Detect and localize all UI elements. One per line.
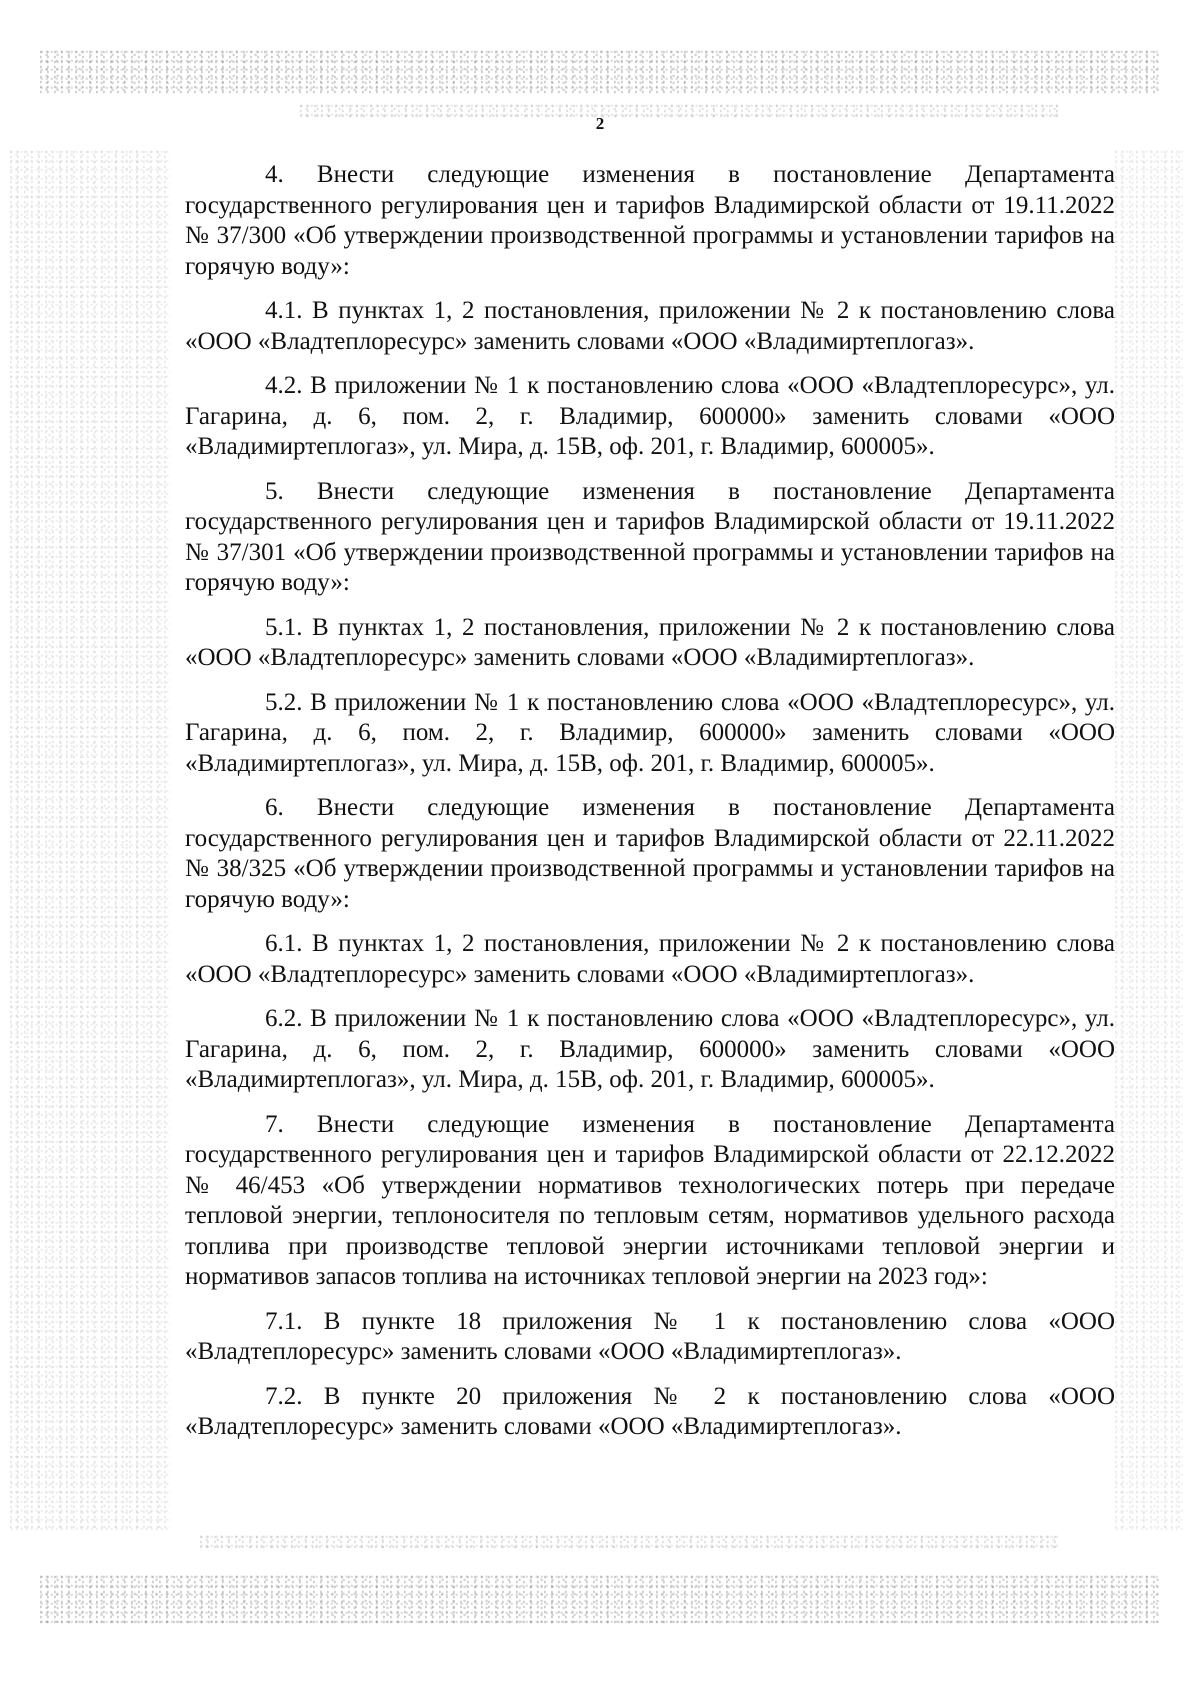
scan-noise-bottom <box>40 1575 1160 1625</box>
document-body <box>185 160 1115 1457</box>
scan-noise-right-margin <box>1115 150 1185 1530</box>
paragraph-7-2: 7.2. В пункте 20 приложения № 2 к постановлению слова «ООО «Владтеплоресурс» заменить словами «ООО «Владимиртеплогаз». <box>185 1382 1115 1440</box>
paragraph-5-1: 5.1. В пунктах 1, 2 постановления, приложении № 2 к постановлению слова «ООО «Владтеплоресурс» заменить словами «ООО «Владимиртеплогаз». <box>185 613 1115 671</box>
page-number: 2 <box>595 114 605 133</box>
scan-noise-footer-line <box>200 1535 1060 1551</box>
scan-noise-top <box>40 50 1160 95</box>
paragraph-6: 6. Внести следующие изменения в постановление Департамента государственного регулирования цен и тарифов Владимирской области от 22.11.2022 № 38/325 «Об утверждении производственной программы и установлении тарифов на горячую воду»: <box>185 794 1115 913</box>
paragraph-6-1: 6.1. В пунктах 1, 2 постановления, приложении № 2 к постановлению слова «ООО «Владтеплоресурс» заменить словами «ООО «Владимиртеплогаз». <box>185 930 1115 988</box>
paragraph-4: 4. Внести следующие изменения в постановление Департамента государственного регулирования цен и тарифов Владимирской области от 19.11.2022 № 37/300 «Об утверждении производственной программы и установлении тарифов на горячую воду»: <box>185 161 1115 280</box>
scan-noise-left-margin <box>10 150 170 1530</box>
paragraph-5-2: 5.2. В приложении № 1 к постановлению слова «ООО «Владтеплоресурс», ул. Гагарина, д. 6, пом. 2, г. Владимир, 600000» заменить словами «ООО «Владимиртеплогаз», ул. Мира, д. 15В, оф. 201, г. Владимир, 600005». <box>185 688 1115 777</box>
paragraph-7: 7. Внести следующие изменения в постановление Департамента государственного регулирования цен и тарифов Владимирской области от 22.12.2022 № 46/453 «Об утверждении нормативов технологических потерь при передаче тепловой энергии, теплоносителя по тепловым сетям, нормативов удельного расхода топлива при производстве тепловой энергии источниками тепловой энергии и нормативов запасов топлива на источниках тепловой энергии на 2023 год»: <box>185 1110 1115 1290</box>
paragraph-7-1: 7.1. В пункте 18 приложения № 1 к постановлению слова «ООО «Владтеплоресурс» заменить словами «ООО «Владимиртеплогаз». <box>185 1307 1115 1365</box>
paragraph-4-2: 4.2. В приложении № 1 к постановлению слова «ООО «Владтеплоресурс», ул. Гагарина, д. 6, пом. 2, г. Владимир, 600000» заменить словами «ООО «Владимиртеплогаз», ул. Мира, д. 15В, оф. 201, г. Владимир, 600005». <box>185 372 1115 460</box>
paragraph-6-2: 6.2. В приложении № 1 к постановлению слова «ООО «Владтеплоресурс», ул. Гагарина, д. 6, пом. 2, г. Владимир, 600000» заменить словами «ООО «Владимиртеплогаз», ул. Мира, д. 15В, оф. 201, г. Владимир, 600005». <box>185 1005 1115 1093</box>
paragraph-4-1: 4.1. В пунктах 1, 2 постановления, приложении № 2 к постановлению слова «ООО «Владтеплоресурс» заменить словами «ООО «Владимиртеплогаз». <box>185 297 1115 355</box>
paragraph-5: 5. Внести следующие изменения в постановление Департамента государственного регулирования цен и тарифов Владимирской области от 19.11.2022 № 37/301 «Об утверждении производственной программы и установлении тарифов на горячую воду»: <box>185 477 1115 596</box>
